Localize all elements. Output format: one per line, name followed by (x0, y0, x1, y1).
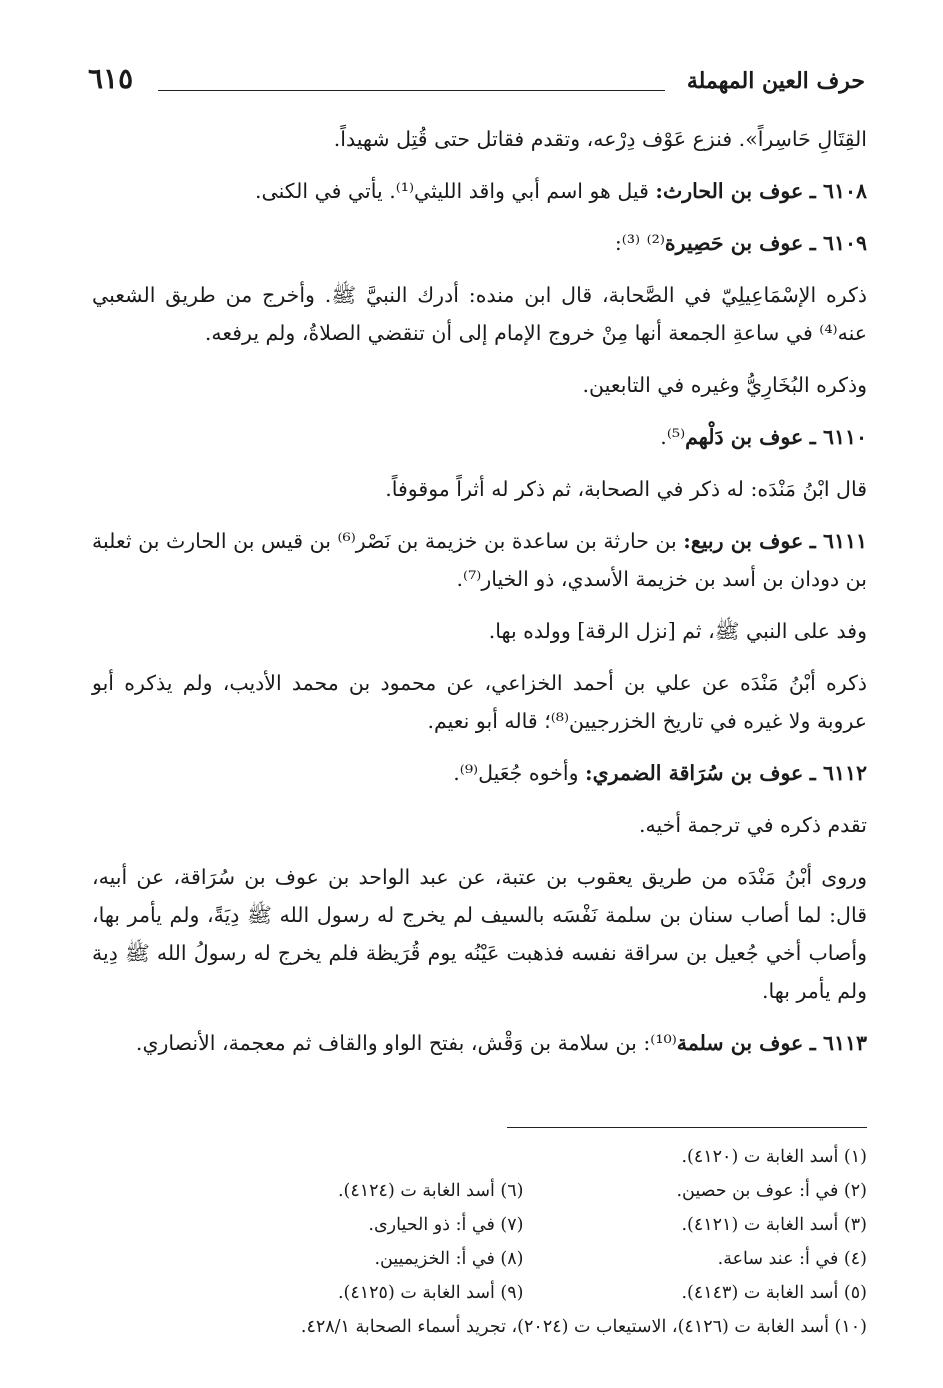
footnote-3: (٣) أسد الغابة ت (٤١٢١). (681, 1215, 867, 1235)
footnote-row (180, 1208, 867, 1242)
paragraph: القِتَالِ حَاسِراً». فنزع عَوْف دِرْعه، وتقدم فقاتل حتى قُتِل شهيداً. (333, 127, 867, 151)
entry-6109 (92, 224, 867, 262)
entry-name: عوف بن سُرَاقة الضمري: (585, 761, 804, 785)
paragraph: وروى أبْنُ مَنْدَه من طريق يعقوب بن عتبة، عن عبد الواحد بن عوف بن سُرَاقة، عن أبيه، قال: لما أصاب سنان بن سلمة نَفْسَه بالسيف لم يخرج له رسول الله ﷺ دِيَةً، ولم يأمر بها، وأصاب أخي جُعيل بن سراقة نفسه فذهبت عَيْنُه يوم قُرَيظة فلم يخرج له رسولُ الله ﷺ دِية ولم يأمر بها. (92, 865, 867, 1003)
footnote-2: (٢) في أ: عوف بن حصين. (676, 1181, 867, 1201)
footnotes (180, 1140, 867, 1344)
entry-text: ⁽⁵⁾. (660, 425, 686, 449)
entry-number: ٦١٠٩ ـ (809, 231, 867, 255)
footnote-spacer (180, 1140, 524, 1174)
footnote-1: (١) أسد الغابة ت (٤١٢٠). (681, 1147, 867, 1167)
entry-text: قيل هو اسم أبي واقد الليثي⁽¹⁾. يأتي في الكنى. (255, 179, 656, 203)
entry-name: عوف بن دَلْهم (685, 425, 804, 449)
header-rule (158, 90, 665, 91)
footnote-7: (٧) في أ: ذو الحيارى. (368, 1215, 524, 1235)
footnote-8: (٨) في أ: الخزيميين. (374, 1249, 524, 1269)
entry-6108 (92, 172, 867, 210)
page-header (88, 62, 865, 106)
entry-6110 (92, 418, 867, 456)
footnote-row (180, 1242, 867, 1276)
footnote-rule (507, 1127, 867, 1128)
paragraph: وذكره البُخَارِيُّ وغيره في التابعين. (582, 373, 867, 397)
paragraph: قال ابْنُ مَنْدَه: له ذكر في الصحابة، ثم ذكر له أثراً موقوفاً. (385, 477, 867, 501)
entry-number: ٦١١٢ ـ (809, 761, 867, 785)
entry-text: بن حارثة بن ساعدة بن خزيمة بن نَصْر⁽⁶⁾ بن قيس بن الحارث بن ثعلبة بن دودان بن أسد بن خزيمة الأسدي، ذو الخيار⁽⁷⁾. (92, 529, 867, 591)
entry-number: ٦١١٣ ـ (809, 1031, 867, 1055)
entry-number: ٦١٠٨ ـ (809, 179, 867, 203)
entry-6113 (92, 1024, 867, 1062)
paragraph: ذكره الإسْمَاعِيلِيّ في الصَّحابة، قال ابن منده: أدرك النبيَّ ﷺ. وأخرج من طريق الشعبي عنه⁽⁴⁾ في ساعةِ الجمعة أنها مِنْ خروج الإمام إلى أن تنقضي الصلاةُ، ولم يرفعه. (92, 283, 867, 345)
entry-6111 (92, 522, 867, 598)
page-number: ٦١٥ (88, 62, 134, 95)
running-title: حرف العين المهملة (686, 68, 865, 94)
paragraph: تقدم ذكره في ترجمة أخيه. (638, 813, 867, 837)
entry-name: عوف بن ربيع: (683, 529, 804, 553)
entry-6112 (92, 754, 867, 792)
entry-text: ⁽²⁾ ⁽³⁾: (614, 231, 665, 255)
entry-number: ٦١١٠ ـ (809, 425, 867, 449)
footnote-row (180, 1276, 867, 1310)
paragraph: ذكره أبْنُ مَنْدَه عن علي بن أحمد الخزاعي، عن محمود بن محمد الأديب، ولم يذكره أبو عروبة ولا غيره في تاريخ الخزرجيين⁽⁸⁾؛ قاله أبو نعيم. (92, 671, 867, 733)
entry-text: ⁽¹⁰⁾: بن سلامة بن وَقْش، بفتح الواو والقاف ثم معجمة، الأنصاري. (135, 1031, 677, 1055)
entry-name: عوف بن سلمة (676, 1031, 804, 1055)
footnote-4: (٤) في أ: عند ساعة. (717, 1249, 867, 1269)
footnote-row (180, 1174, 867, 1208)
footnote-9: (٩) أسد الغابة ت (٤١٢٥). (337, 1283, 524, 1303)
main-text (92, 120, 867, 1076)
entry-name: عوف بن حَصِيرة (664, 231, 804, 255)
entry-text: وأخوه جُعَيل⁽⁹⁾. (453, 761, 585, 785)
entry-number: ٦١١١ ـ (809, 529, 867, 553)
footnote-row (180, 1310, 867, 1344)
footnote-10: (١٠) أسد الغابة ت (٤١٢٦)، الاستيعاب ت (٢٠٢٤)، تجريد أسماء الصحابة ٤٢٨/١. (300, 1317, 867, 1337)
entry-name: عوف بن الحارث: (655, 179, 804, 203)
footnote-6: (٦) أسد الغابة ت (٤١٢٤). (337, 1181, 524, 1201)
footnote-row (180, 1140, 867, 1174)
paragraph: وفد على النبي ﷺ، ثم [نزل الرقة] وولده بها. (488, 619, 867, 643)
footnote-5: (٥) أسد الغابة ت (٤١٤٣). (681, 1283, 867, 1303)
